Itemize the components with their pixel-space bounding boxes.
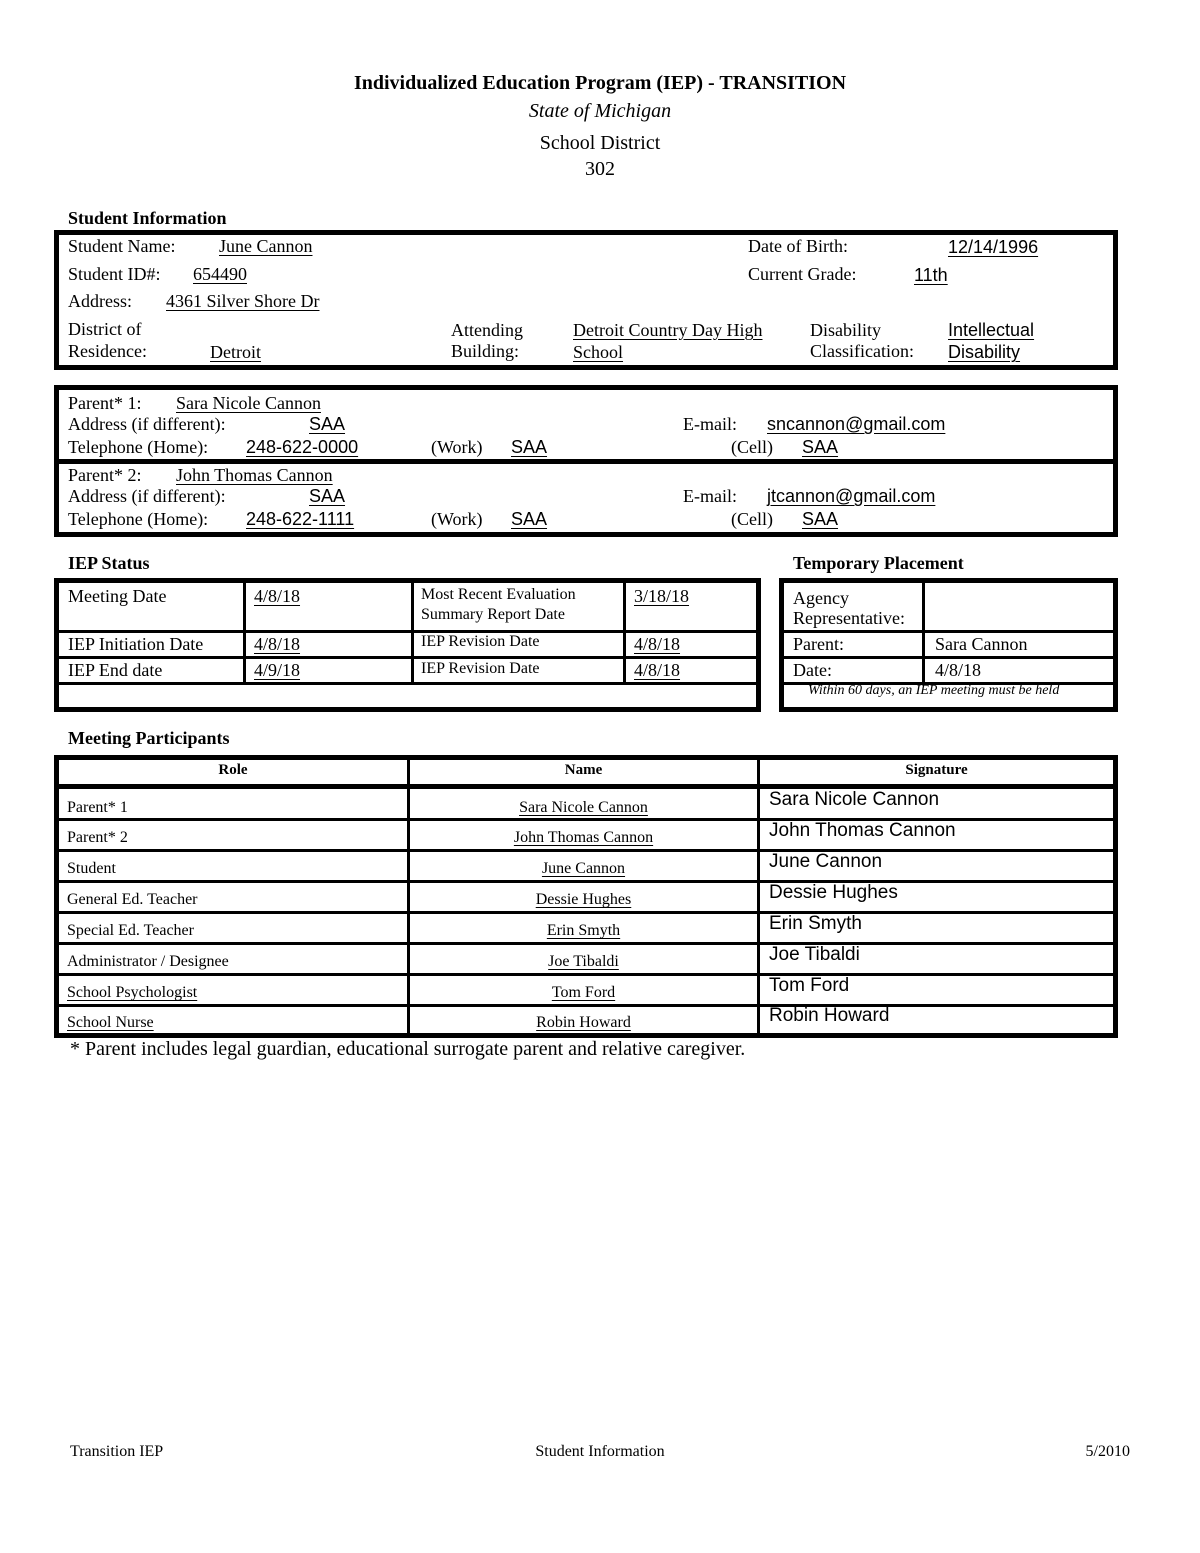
temp-placement-note: Within 60 days, an IEP meeting must be held	[808, 683, 1060, 698]
address-label: Address:	[68, 291, 132, 311]
participant-name: Dessie Hughes	[535, 891, 632, 908]
parent2-home-value: 248-622-1111	[246, 509, 355, 529]
parent2-address-value: SAA	[309, 486, 346, 506]
participant-name: Erin Smyth	[546, 922, 621, 939]
participants-col-line	[757, 760, 760, 1033]
participant-role: Administrator / Designee	[67, 953, 229, 970]
participant-signature[interactable]: Tom Ford	[769, 975, 850, 996]
participant-role: Parent* 2	[67, 829, 128, 846]
district-number: 302	[585, 158, 615, 180]
row-rule	[59, 849, 1113, 852]
student-id-value: 654490	[193, 264, 247, 284]
participant-name: Tom Ford	[551, 984, 616, 1001]
district-value: Detroit	[210, 342, 261, 362]
parent1-address-value: SAA	[309, 414, 346, 434]
student-info-heading: Student Information	[68, 208, 227, 228]
parent2-cell-value: SAA	[802, 509, 839, 529]
participant-signature[interactable]: Sara Nicole Cannon	[769, 789, 940, 810]
participant-signature[interactable]: Joe Tibaldi	[769, 944, 860, 965]
attending-value-line1: Detroit Country Day High	[573, 320, 763, 340]
row-rule	[59, 911, 1113, 914]
student-name-label: Student Name:	[68, 236, 176, 256]
district-label-line2: Residence:	[68, 341, 147, 361]
participant-role: Parent* 1	[67, 799, 128, 816]
meeting-date-label: Meeting Date	[68, 586, 167, 606]
temp-date-label: Date:	[793, 660, 832, 680]
participant-name: Sara Nicole Cannon	[519, 799, 648, 816]
revision-label-1: IEP Revision Date	[421, 633, 540, 650]
participant-role: Student	[67, 860, 116, 877]
iep-grid-line	[411, 583, 414, 683]
parent2-cell-label: (Cell)	[731, 509, 773, 529]
student-id-label: Student ID#:	[68, 264, 161, 284]
parent1-home-label: Telephone (Home):	[68, 437, 209, 457]
participant-name: Robin Howard	[536, 1014, 631, 1031]
parent1-work-label: (Work)	[431, 437, 483, 457]
row-rule	[59, 942, 1113, 945]
document-title: Individualized Education Program (IEP) - TRANSITION	[353, 72, 847, 94]
participant-role: General Ed. Teacher	[67, 891, 198, 908]
initiation-date-label: IEP Initiation Date	[68, 634, 204, 654]
end-date-label: IEP End date	[68, 660, 163, 680]
student-name-value: June Cannon	[219, 236, 313, 256]
parent2-label: Parent* 2:	[68, 465, 142, 485]
attending-value-line2: School	[573, 342, 624, 362]
revision-date-2: 4/8/18	[634, 660, 681, 680]
row-rule	[59, 880, 1113, 883]
grade-value: 11th	[914, 265, 948, 285]
participant-signature[interactable]: June Cannon	[769, 851, 883, 872]
dob-value: 12/14/1996	[948, 237, 1039, 257]
temp-parent-value: Sara Cannon	[935, 634, 1028, 654]
initiation-date-value: 4/8/18	[254, 634, 301, 654]
participant-signature[interactable]: Dessie Hughes	[769, 882, 898, 903]
parent2-address-label: Address (if different):	[68, 486, 226, 506]
iep-status-heading: IEP Status	[68, 553, 150, 573]
temp-date-value: 4/8/18	[935, 660, 982, 680]
eval-label-line2: Summary Report Date	[421, 606, 565, 623]
participant-name: June Cannon	[541, 860, 626, 877]
temp-grid-line	[784, 656, 1113, 659]
participant-role: School Nurse	[67, 1014, 154, 1031]
participant-signature[interactable]: Robin Howard	[769, 1005, 890, 1026]
district-label-line1: District of	[68, 319, 142, 339]
iep-grid-line	[623, 583, 626, 683]
footer-center: Student Information	[535, 1443, 665, 1460]
parent1-home-value: 248-622-0000	[246, 437, 359, 457]
revision-date-1: 4/8/18	[634, 634, 681, 654]
address-value: 4361 Silver Shore Dr	[166, 291, 320, 311]
parent2-home-label: Telephone (Home):	[68, 509, 209, 529]
participants-heading: Meeting Participants	[68, 728, 230, 748]
temp-parent-label: Parent:	[793, 634, 844, 654]
parent2-email-label: E-mail:	[683, 486, 737, 506]
parent2-name: John Thomas Cannon	[176, 465, 333, 485]
parent1-label: Parent* 1:	[68, 393, 142, 413]
attending-label-line1: Attending	[451, 320, 523, 340]
temp-grid-line	[922, 583, 925, 683]
iep-grid-line	[243, 583, 246, 683]
parent2-work-label: (Work)	[431, 509, 483, 529]
parent1-email-value: sncannon@gmail.com	[767, 414, 946, 434]
meeting-date-value: 4/8/18	[254, 586, 301, 606]
parent1-email-label: E-mail:	[683, 414, 737, 434]
iep-grid-line	[59, 630, 756, 633]
col-header-role: Role	[218, 762, 248, 778]
parent1-address-label: Address (if different):	[68, 414, 226, 434]
row-rule	[59, 1004, 1113, 1007]
parent1-name: Sara Nicole Cannon	[176, 393, 321, 413]
footer-left: Transition IEP	[70, 1443, 164, 1460]
grade-label: Current Grade:	[748, 264, 857, 284]
parent-footnote: * Parent includes legal guardian, educational surrogate parent and relative caregiver.	[70, 1038, 746, 1060]
temp-grid-line	[784, 630, 1113, 633]
footer-right: 5/2010	[1085, 1443, 1130, 1460]
dob-label: Date of Birth:	[748, 236, 848, 256]
district-label: School District	[539, 132, 661, 154]
col-header-name: Name	[564, 762, 603, 778]
participant-role: School Psychologist	[67, 984, 198, 1001]
disability-label-line1: Disability	[810, 320, 881, 340]
participants-header-rule	[59, 784, 1113, 789]
disability-label-line2: Classification:	[810, 341, 914, 361]
disability-value-line2: Disability	[948, 342, 1021, 362]
parents-divider	[54, 459, 1118, 464]
end-date-value: 4/9/18	[254, 660, 301, 680]
agency-label-line2: Representative:	[793, 608, 905, 628]
attending-label-line2: Building:	[451, 341, 520, 361]
agency-label-line1: Agency	[793, 588, 849, 608]
disability-value-line1: Intellectual	[948, 320, 1035, 340]
iep-grid-line	[59, 682, 756, 685]
col-header-signature: Signature	[905, 762, 968, 778]
temp-placement-heading: Temporary Placement	[793, 553, 964, 573]
iep-grid-line	[59, 656, 756, 659]
parent1-cell-label: (Cell)	[731, 437, 773, 457]
parent1-work-value: SAA	[511, 437, 548, 457]
state-name: State of Michigan	[528, 100, 672, 122]
revision-label-2: IEP Revision Date	[421, 660, 540, 677]
eval-label-line1: Most Recent Evaluation	[421, 586, 576, 603]
parent2-email-value: jtcannon@gmail.com	[767, 486, 936, 506]
participant-name: John Thomas Cannon	[513, 829, 654, 846]
participant-role: Special Ed. Teacher	[67, 922, 194, 939]
parent1-cell-value: SAA	[802, 437, 839, 457]
parent2-work-value: SAA	[511, 509, 548, 529]
participant-signature[interactable]: John Thomas Cannon	[769, 820, 956, 841]
participant-name: Joe Tibaldi	[548, 953, 619, 970]
eval-date-value: 3/18/18	[634, 586, 690, 606]
row-rule	[59, 973, 1113, 976]
participant-signature[interactable]: Erin Smyth	[769, 913, 862, 934]
